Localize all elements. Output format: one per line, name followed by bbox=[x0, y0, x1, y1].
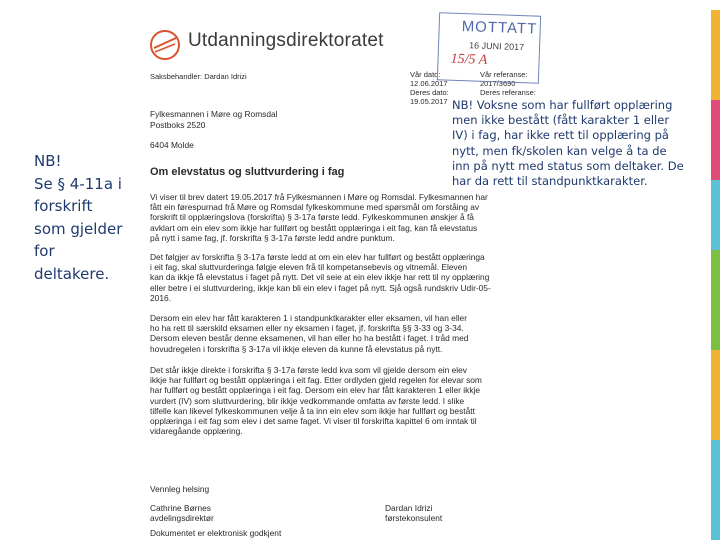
right-note-line: men ikke bestått (fått karakter 1 eller bbox=[452, 113, 670, 128]
right-note-line: har da rett til standpunktkarakter. bbox=[452, 174, 648, 189]
var-dato-label: Vår dato: bbox=[410, 70, 441, 79]
var-ref: 2017/3690 bbox=[480, 79, 516, 88]
text-line: ikkje har fullført og bestått opplæringa i eit fag. Etter ordlyden gjeld regelen for elevar som bbox=[150, 375, 482, 386]
left-note bbox=[34, 150, 134, 285]
text-line: har fullført og bestått opplæringa i eit fag. Dersom ein elev har fått karakteren 1 eller ikkje bbox=[150, 385, 481, 396]
paragraph-2 bbox=[150, 252, 538, 303]
left-note-line: for bbox=[34, 242, 55, 260]
udir-logo-icon bbox=[148, 28, 182, 62]
received-stamp bbox=[437, 12, 541, 84]
saksbehandler: Saksbehandler: Dardan Idrizi bbox=[150, 72, 247, 81]
right-note-line: inn på nytt med status som deltaker. De bbox=[452, 158, 684, 173]
signer-left-title: avdelingsdirektør bbox=[150, 513, 214, 523]
text-line: vurdert (IV) som sluttvurdering, blir ikkje vedkommande omfatta av første ledd. I slike bbox=[150, 395, 465, 406]
signer-right-name: Dardan Idrizi bbox=[385, 503, 433, 513]
deres-dato-label: Deres dato: bbox=[410, 88, 449, 97]
recipient-line: Postboks 2520 bbox=[150, 120, 206, 130]
org-name: Utdanningsdirektoratet bbox=[188, 30, 384, 51]
recipient-line: Fylkesmannen i Møre og Romsdal bbox=[150, 109, 278, 119]
decor-strip bbox=[711, 250, 720, 350]
left-note-line: deltakere. bbox=[34, 264, 110, 283]
closing: Vennleg helsing bbox=[150, 484, 210, 494]
text-line: hovudregelen i forskrifta § 3-17a vil ikkje eleven da kunne få elevstatus på nytt. bbox=[150, 343, 443, 354]
text-line: Dersom eleven består denne eksamenen, vil han eller ho ha bestått i faget. I tråd med bbox=[150, 333, 469, 344]
text-line: Det følgjer av forskrifta § 3-17a første ledd at om ein elev har fullført og bestått opplæringa bbox=[150, 252, 485, 262]
text-line: Vi viser til brev datert 19.05.2017 frå Fylkesmannen i Møre og Romsdal. Fylkesmannen har bbox=[150, 192, 488, 202]
var-dato: 12.06.2017 bbox=[410, 79, 448, 88]
decor-strip bbox=[711, 180, 720, 250]
left-note-line: som gjelder bbox=[34, 219, 123, 238]
handwritten-note: 15/5 A bbox=[450, 51, 488, 68]
text-line: Dersom ein elev har fått karakteren 1 i standpunktkarakter eller eksamen, vil han eller bbox=[150, 313, 468, 323]
text-line: 2016. bbox=[150, 292, 171, 303]
signer-left-name: Cathrine Børnes bbox=[150, 503, 211, 513]
letter-subject: Om elevstatus og sluttvurdering i fag bbox=[150, 166, 345, 178]
paragraph-4 bbox=[150, 365, 538, 436]
right-note-line: nytt, men fk/skolen kan velge å ta de bbox=[452, 143, 667, 158]
text-line: avklart om ein elev som ikkje har fullført og bestått opplæringa i eit fag, kan få elevstatus bbox=[150, 222, 478, 233]
text-line: tilfelle kan likevel fylkeskommunen velje å ta inn ein elev som ikkje har fullført og bestått bbox=[150, 405, 475, 416]
paragraph-3 bbox=[150, 313, 538, 354]
right-note bbox=[452, 98, 712, 189]
right-note-line: NB! Voksne som har fullført opplæring bbox=[452, 98, 673, 112]
deres-ref-label: Deres referanse: bbox=[480, 88, 536, 97]
decor-strip bbox=[711, 100, 720, 180]
letter-footer: Dokumentet er elektronisk godkjent bbox=[150, 528, 282, 538]
recipient-line: 6404 Molde bbox=[150, 140, 194, 150]
paragraph-1 bbox=[150, 192, 538, 243]
text-line: Det står ikkje direkte i forskrifta § 3-17a første ledd kva som vil gjelde dersom ein elev bbox=[150, 365, 467, 375]
text-line: fått ein førespurnad frå Møre og Romsdal fylkeskommune med spørsmål om forståing av bbox=[150, 202, 480, 213]
text-line: ho ha rett til særskild eksamen eller ny eksamen i faget, jf. forskrifta §§ 3-33 og 3-34. bbox=[150, 323, 464, 334]
left-note-line: forskrift bbox=[34, 197, 93, 215]
var-ref-label: Vår referanse: bbox=[480, 70, 528, 79]
right-note-line: IV) i fag, har ikke rett til opplæring på bbox=[452, 128, 669, 143]
decor-strip bbox=[711, 440, 720, 540]
left-note-line: Se § 4-11a i bbox=[34, 174, 122, 193]
text-line: vidaregåande opplæring. bbox=[150, 426, 243, 437]
deres-dato: 19.05.2017 bbox=[410, 97, 448, 106]
text-line: kan da ikkje få elevstatus i faget på nytt. Det vil seie at ein elev ikkje har rett til ny opplæring bbox=[150, 272, 490, 283]
text-line: på nytt i same fag, jf. forskrifta § 3-17a første ledd andre punktum. bbox=[150, 232, 395, 243]
left-note-line: NB! bbox=[34, 152, 62, 170]
stamp-date: 16 JUNI 2017 bbox=[468, 40, 525, 53]
signer-right-title: førstekonsulent bbox=[385, 513, 443, 523]
decor-strip bbox=[711, 10, 720, 100]
stamp-title: MOTTATT bbox=[461, 18, 538, 38]
decor-strip bbox=[711, 350, 720, 440]
text-line: eller betre i ei sluttvurdering, ikkje kan bli ein elev i faget på nytt. Sjå også rundskriv Udir-05- bbox=[150, 282, 491, 293]
text-line: i eit fag, skal sluttvurderinga følgje eleven frå til kompetansebevis og vitnemål. Eleven bbox=[150, 262, 468, 273]
text-line: opplæringa i eit fag som elev i det same faget. Vi viser til forskrifta kapittel 6 om inntak til bbox=[150, 416, 477, 427]
text-line: forskrift til opplæringslova (forskrifta) § 3-17a første ledd. Fylkeskommunen ønskjer å få bbox=[150, 212, 474, 223]
